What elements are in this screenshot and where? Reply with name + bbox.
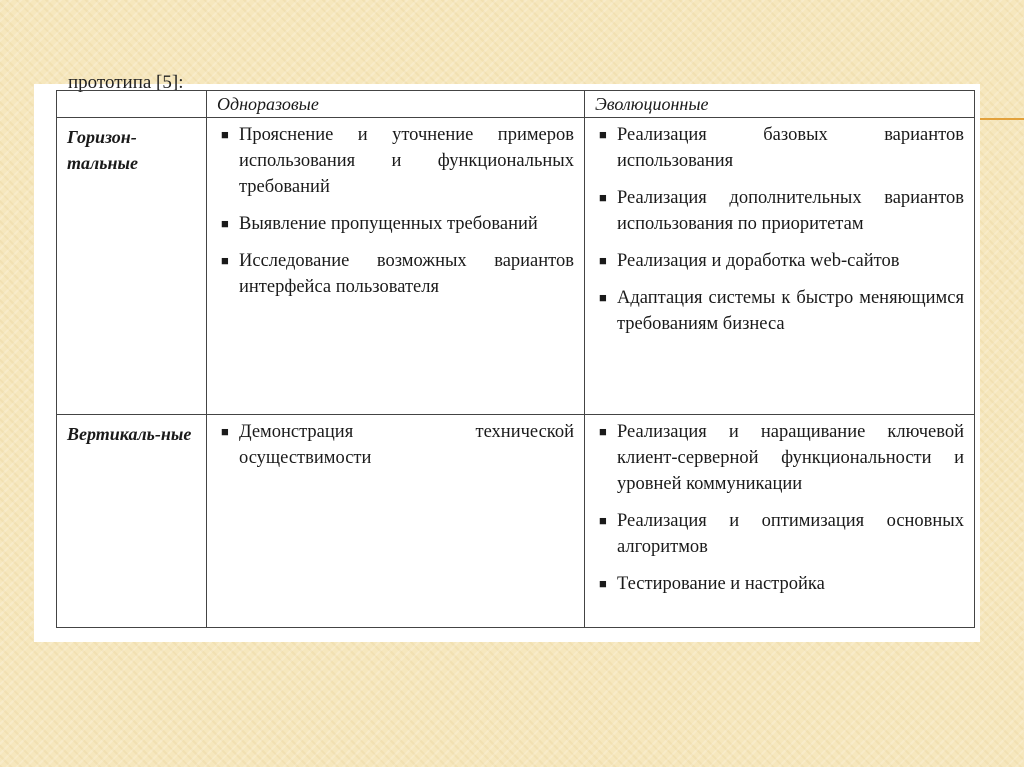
list-item: ■ Прояснение и уточнение примеров использования и функциональных требований	[221, 122, 574, 200]
cell-vertical-one-time	[207, 415, 585, 628]
list-item: ■ Реализация и оптимизация основных алгоритмов	[599, 508, 964, 560]
bullet-icon: ■	[221, 127, 229, 142]
list-item: ■ Реализация дополнительных вариантов использования по приоритетам	[599, 185, 964, 237]
list-item: ■ Адаптация системы к быстро меняющимся требованиям бизнеса	[599, 285, 964, 337]
header-empty	[57, 91, 207, 118]
row-label-vertical: Вертикаль-ные	[57, 415, 207, 628]
list-item: ■ Тестирование и настройка	[599, 571, 964, 597]
bullet-icon: ■	[221, 216, 229, 231]
list-item: ■ Реализация базовых вариантов использования	[599, 122, 964, 174]
list-item: ■ Демонстрация технической осуществимости	[221, 419, 574, 471]
prototype-types-table	[56, 90, 975, 628]
bullet-icon: ■	[599, 513, 607, 528]
cell-vertical-evolutionary	[585, 415, 975, 628]
header-row	[57, 91, 975, 118]
bullet-icon: ■	[599, 190, 607, 205]
document-page	[34, 72, 980, 642]
cut-off-caption: прототипа [5]:	[68, 72, 184, 93]
cell-horizontal-one-time	[207, 118, 585, 415]
bullet-icon: ■	[599, 424, 607, 439]
bullet-icon: ■	[599, 576, 607, 591]
table-row-vertical	[57, 415, 975, 628]
cell-horizontal-evolutionary	[585, 118, 975, 415]
header-one-time: Одноразовые	[207, 91, 585, 118]
list-item: ■ Реализация и наращивание ключевой клиент-серверной функциональности и уровней коммуникации	[599, 419, 964, 497]
header-evolutionary: Эволюционные	[585, 91, 975, 118]
bullet-icon: ■	[599, 127, 607, 142]
table-row-horizontal	[57, 118, 975, 415]
list-item: ■ Исследование возможных вариантов интерфейса пользователя	[221, 248, 574, 300]
list-item: ■ Выявление пропущенных требований	[221, 211, 574, 237]
bullet-icon: ■	[221, 253, 229, 268]
list-item: ■ Реализация и доработка web-сайтов	[599, 248, 964, 274]
bullet-icon: ■	[221, 424, 229, 439]
bullet-icon: ■	[599, 290, 607, 305]
row-label-horizontal: Горизон-тальные	[57, 118, 207, 415]
bullet-icon: ■	[599, 253, 607, 268]
accent-line	[980, 118, 1024, 120]
